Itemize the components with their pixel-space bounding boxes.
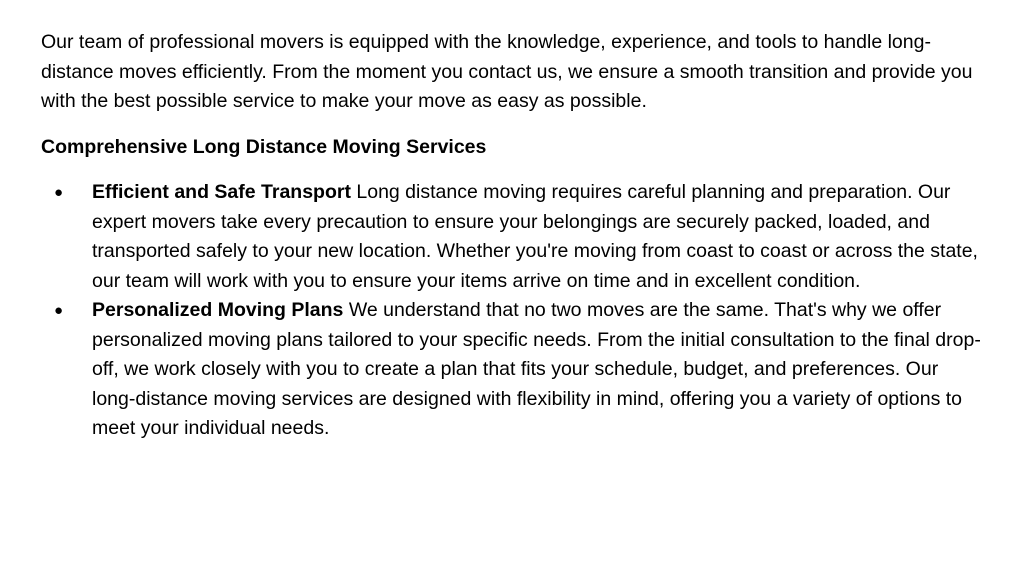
bullet-icon: ● — [54, 184, 64, 201]
intro-paragraph: Our team of professional movers is equipped with the knowledge, experience, and tools to handle long-distance moves efficiently. From the moment you contact us, we ensure a smooth transition and provide you with the best possible service to make your move as easy as possible. — [41, 31, 973, 112]
list-item-text: We understand that no two moves are the same. That's why we offer personalized moving plans tailored to your specific needs. From the initial consultation to the final drop-off, we work closely with you to create a plan that fits your schedule, budget, and preferences. Our long-distance moving services are designed with flexibility in mind, offering you a variety of options to meet your individual needs. — [92, 299, 981, 439]
list-item-title: Personalized Moving Plans — [92, 299, 344, 321]
list-item-text: Long distance moving requires careful planning and preparation. Our expert movers take every precaution to ensure your belongings are securely packed, loaded, and transported safely to your new location. Whether you're moving from coast to coast or across the state, our team will work with you to ensure your items arrive on time and in excellent condition. — [92, 181, 978, 292]
bullet-icon: ● — [54, 302, 64, 319]
list-item-plans — [41, 296, 986, 444]
section-heading: Comprehensive Long Distance Moving Services — [41, 135, 487, 158]
list-item-transport — [41, 178, 986, 296]
list-item-title: Efficient and Safe Transport — [92, 181, 351, 203]
services-list — [41, 178, 986, 444]
document-body — [41, 28, 986, 444]
